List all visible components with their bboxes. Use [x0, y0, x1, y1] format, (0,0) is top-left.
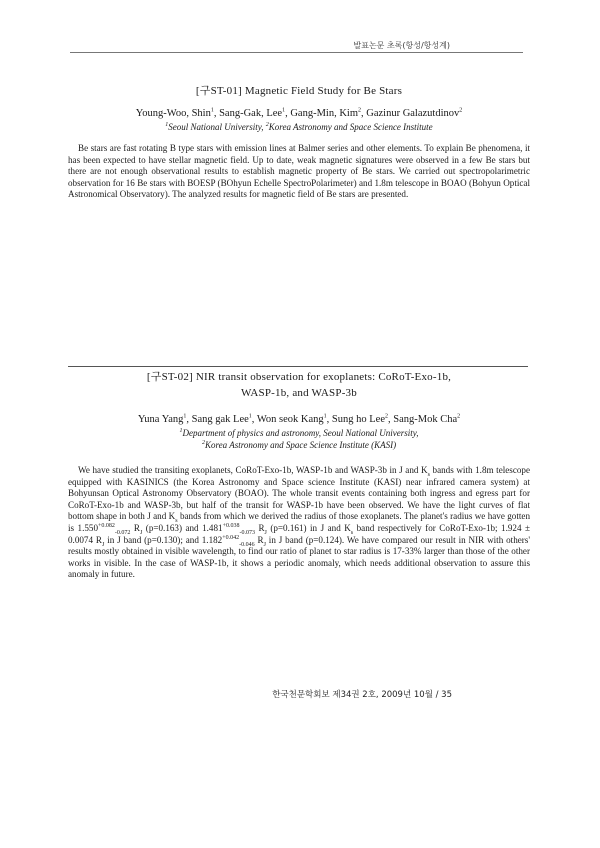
author-list: Young-Woo, Shin$^1$, Sang-Gak, Lee$^1$, Gang-Min, Kim$^2$, Gazinur Galazutdinov$^2$ [135, 107, 463, 119]
affil-text: Seoul National University, [168, 122, 266, 132]
running-header: 발표논문 초록(항성/항성계) [353, 41, 450, 50]
author-affil-sup: 2 [459, 107, 463, 114]
author-affil-sup: 1 [210, 107, 214, 114]
author-name: Gazinur Galazutdinov [366, 108, 460, 119]
body-segment: R [130, 522, 140, 533]
author-name: Yuna Yang [137, 414, 184, 425]
body-segment: R [254, 534, 264, 545]
abstract-title: [구ST-01] Magnetic Field Study for Be Stars [195, 85, 403, 97]
error-minus: -0.046 [239, 541, 255, 548]
affil-sup: 1 [165, 122, 169, 128]
affil-sup: 2 [265, 122, 269, 128]
error-plus: +0.082 [98, 522, 115, 529]
body-segment: bands with 1.8m telescope equipped with KASINICS (the Korea Astronomy and Space science Institute (KASI) near infrared camera system) at Bohyunsan Optical Astronomy Observatory (BOAO). The whole transit events containing both ingress and egress part for CoRoT-Exo-1b and WASP-3b, but half of the transit for WASP-1b have been observed. We have the light curves of flat bottom shape in both J and K [68, 465, 530, 522]
body-segment: bands from which we derived the radius of those exoplanets. The planet's radius we have gotten is 1.550 [68, 511, 530, 533]
abstract-st01 [68, 83, 530, 201]
ks-subscript: s [350, 529, 354, 536]
author-affil-sup: 2 [385, 413, 388, 420]
title-line-1: [구ST-02] NIR transit observation for exoplanets: CoRoT-Exo-1b, [146, 371, 452, 383]
rj-subscript: J [264, 529, 267, 536]
rj-subscript: J [139, 529, 143, 536]
abstract-title [68, 369, 530, 401]
error-plus: +0.038 [222, 522, 240, 529]
author-name: Sang-Mok Cha [393, 414, 458, 425]
affil-text: Korea Astronomy and Space Science Institute [268, 122, 433, 132]
body-segment: in J band (p=0.124). We have compared our result in NIR with others' results mostly obtained in visible wavelength, to find our ratio of planet to star radius is 17-33% larger than those of the other works in visible. In the case of WASP-1b, it shows a periodic anomaly, which needs additional observation to assure this anomaly in future. [68, 534, 530, 580]
body-segment: R [254, 522, 265, 533]
body-segment: We have studied the transiting exoplanets, CoRoT-Exo-1b, WASP-1b and WASP-3b in J and K [78, 465, 428, 475]
error-minus: -0.072 [114, 529, 131, 536]
abstract-body: Be stars are fast rotating B type stars with emission lines at Balmer series and other elements. To explain Be phenomena, it has been expected to have stellar magnetic field. Up to date, weak magnetic signatures were observed in a few Be stars but there are not enough observational results to establish magnetic property of Be stars. We carried out spectropolarimetric observation for 16 Be stars with BOESP (BOhyun Echelle SpectroPolarimeter) and 1.8m telescope in BOAO (Bohyun Optical Astronomical Observatory). The analyzed results for magnetic field of Be stars are presented. [68, 143, 530, 200]
affil-text: Korea Astronomy and Space Science Institute (KASI) [204, 440, 397, 450]
body-segment: in J band (p=0.130); and 1.182 [104, 534, 223, 545]
abstract-body [68, 465, 530, 581]
affil-sup: 2 [201, 440, 205, 446]
body-segment: (p=0.161) in J and K [266, 522, 351, 533]
author-name: Won seok Kang [256, 414, 324, 425]
author-affil-sup: 1 [282, 107, 286, 114]
author-name: Young-Woo, Shin [135, 108, 211, 119]
author-affil-sup: 1 [323, 413, 327, 420]
author-affil-sup: 1 [183, 413, 187, 420]
author-list: Yuna Yang$^1$, Sang gak Lee$^1$, Won seok Kang$^1$, Sung ho Lee$^2$, Sang-Mok Cha$^2$ [137, 413, 461, 425]
error-minus: -0.073 [239, 529, 255, 536]
affil-sup: 1 [179, 428, 183, 434]
author-affil-sup: 1 [248, 413, 252, 420]
affiliations [68, 427, 530, 451]
section-separator [68, 366, 528, 367]
error-plus: +0.042 [222, 534, 240, 541]
affil-text: Department of physics and astronomy, Seoul National University, [182, 428, 419, 438]
body-segment: (p=0.163) and 1.481 [142, 522, 223, 533]
author-name: Sang-Gak, Lee [219, 108, 283, 119]
author-name: Sang gak Lee [191, 414, 249, 425]
page-footer: 한국천문학회보 제34권 2호, 2009년 10월 / 35 [272, 690, 452, 700]
author-name: Sung ho Lee [331, 414, 385, 425]
ks-subscript: s [175, 518, 178, 525]
author-affil-sup: 2 [457, 413, 461, 420]
author-affil-sup: 2 [358, 107, 361, 114]
ks-subscript: s [427, 471, 430, 478]
rj-subscript: J [101, 541, 105, 548]
body-segment: band respectively for CoRoT-Exo-1b; 1.924 ± 0.0074 R [68, 522, 530, 545]
affiliations [68, 121, 530, 133]
rj-subscript: J [263, 541, 266, 548]
header-rule [70, 52, 523, 53]
abstract-st02 [68, 369, 530, 581]
author-name: Gang-Min, Kim [290, 108, 358, 119]
title-line-2: WASP-1b, and WASP-3b [241, 387, 357, 399]
